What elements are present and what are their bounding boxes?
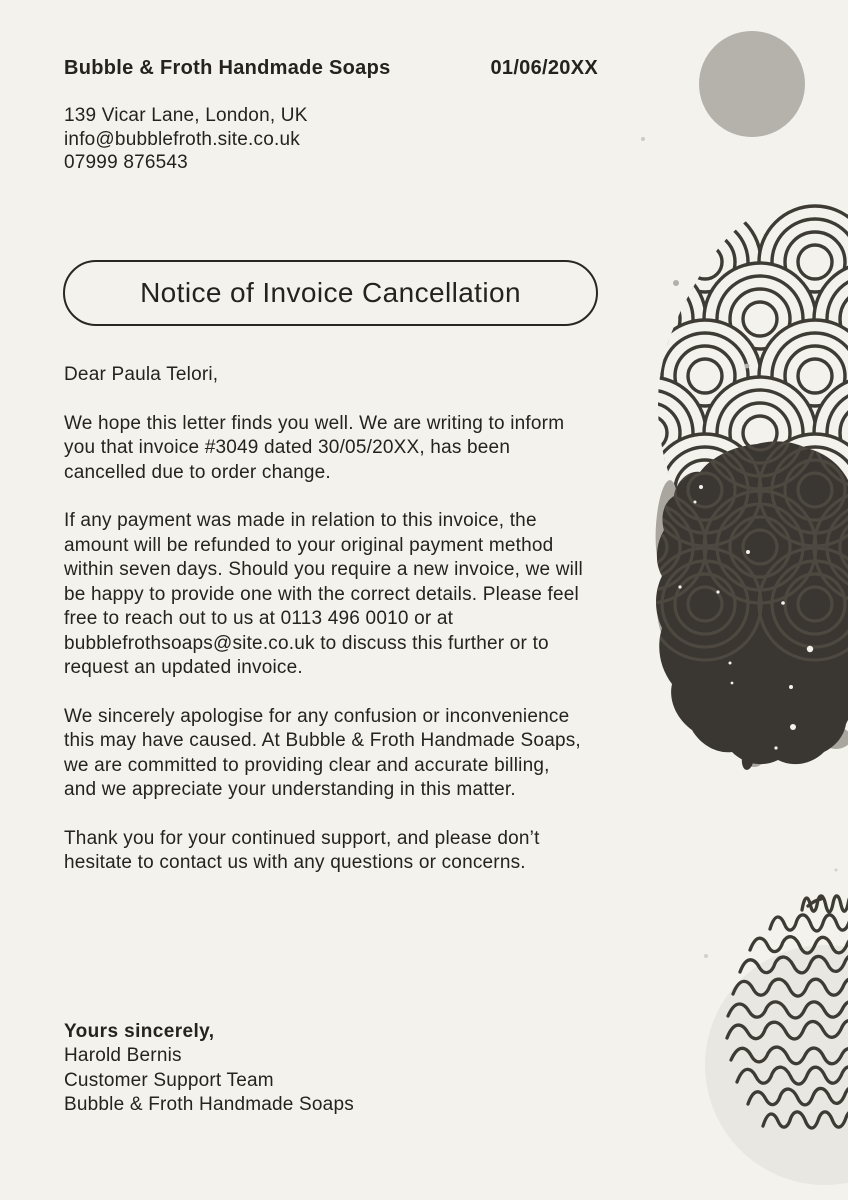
body-line: we are committed to providing clear and accurate billing,: [64, 754, 550, 776]
body-line: be happy to provide one with the correct details. Please feel: [64, 583, 579, 605]
signature-closing: Yours sincerely,: [64, 1021, 215, 1042]
body-line: amount will be refunded to your original payment method: [64, 534, 554, 556]
letter-title-box: [63, 260, 598, 326]
body-line: Thank you for your continued support, and please don’t: [64, 827, 540, 849]
body-line: We sincerely apologise for any confusion or inconvenience: [64, 705, 570, 727]
salutation: Dear Paula Telori,: [64, 364, 219, 385]
signature-role: Customer Support Team: [64, 1069, 274, 1091]
signature-name: Harold Bernis: [64, 1045, 182, 1067]
body-line: free to reach out to us at 0113 496 0010 or at: [64, 608, 454, 629]
body-line: request an updated invoice.: [64, 657, 303, 678]
letter-title: Notice of Invoice Cancellation: [140, 277, 521, 308]
paragraph-2: [64, 509, 583, 681]
address-line: 139 Vicar Lane, London, UK: [64, 105, 308, 126]
address-phone: 07999 876543: [64, 152, 188, 173]
letter-header: [64, 57, 598, 80]
body-line: you that invoice #3049 dated 30/05/20XX, has been: [64, 437, 511, 458]
sender-address: [64, 104, 308, 175]
letter-date: 01/06/20XX: [490, 57, 598, 79]
body-line: If any payment was made in relation to this invoice, the: [64, 510, 537, 531]
body-line: We hope this letter finds you well. We are writing to inform: [64, 412, 565, 434]
company-name: Bubble & Froth Handmade Soaps: [64, 57, 391, 79]
letter-body: [64, 363, 583, 900]
signature-company: Bubble & Froth Handmade Soaps: [64, 1093, 354, 1115]
body-line: and we appreciate your understanding in this matter.: [64, 779, 516, 800]
body-line: hesitate to contact us with any questions or concerns.: [64, 852, 526, 873]
body-line: within seven days. Should you require a new invoice, we will: [64, 559, 583, 580]
paragraph-1: [64, 412, 583, 486]
body-line: bubblefrothsoaps@site.co.uk to discuss this further or to: [64, 632, 549, 654]
paragraph-4: [64, 827, 583, 876]
body-line: cancelled due to order change.: [64, 461, 331, 483]
paragraph-3: [64, 705, 583, 803]
body-line: this may have caused. At Bubble & Froth Handmade Soaps,: [64, 730, 581, 751]
address-email: info@bubblefroth.site.co.uk: [64, 128, 300, 150]
signature-block: [64, 1020, 354, 1117]
